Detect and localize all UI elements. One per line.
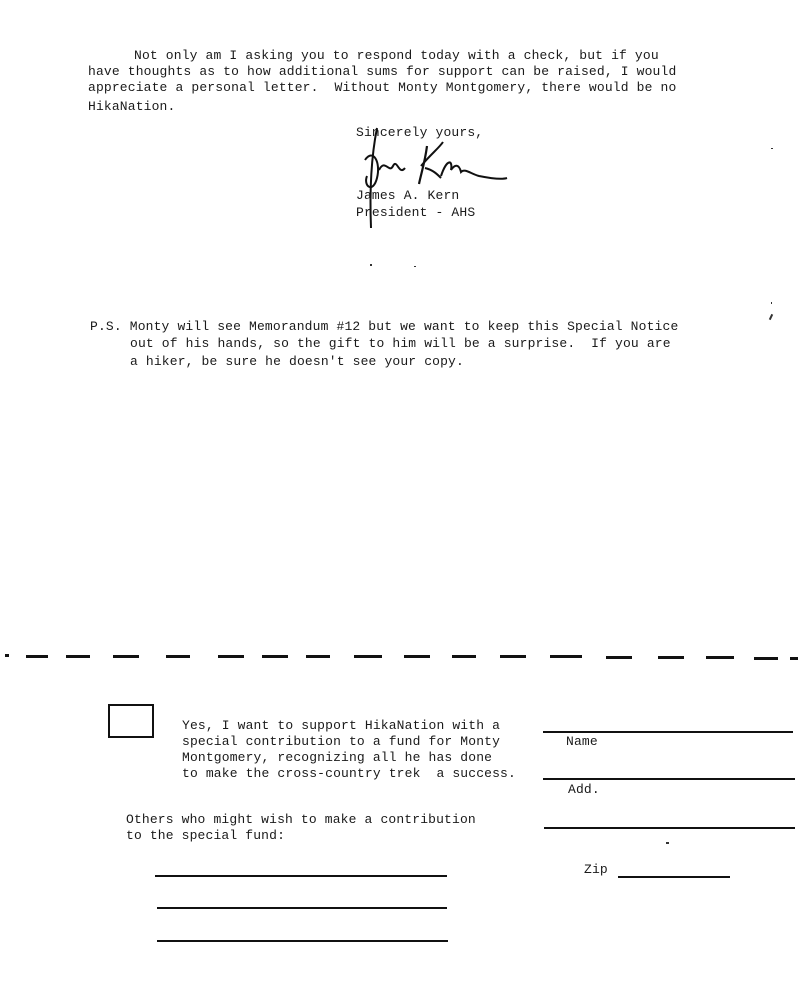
tear-dash bbox=[550, 655, 582, 658]
tear-dash bbox=[218, 655, 244, 658]
paragraph-line: have thoughts as to how additional sums for support can be raised, I would bbox=[88, 64, 677, 79]
pledge-line: Yes, I want to support HikaNation with a bbox=[182, 718, 501, 733]
tear-dash bbox=[658, 656, 684, 659]
speck bbox=[666, 842, 669, 844]
tear-dash bbox=[404, 655, 430, 658]
closing: Sincerely yours, bbox=[356, 125, 484, 140]
zip-field-line[interactable] bbox=[618, 876, 730, 878]
tear-dash bbox=[66, 655, 90, 658]
tear-dash bbox=[500, 655, 526, 658]
ps-line: out of his hands, so the gift to him will be a surprise. If you are bbox=[130, 336, 671, 351]
tear-dash bbox=[606, 656, 632, 659]
tear-dash bbox=[706, 656, 734, 659]
tear-dash bbox=[26, 655, 48, 658]
ps-line: a hiker, be sure he doesn't see your copy. bbox=[130, 354, 464, 369]
others-line: Others who might wish to make a contribution bbox=[126, 812, 476, 827]
address-second-line[interactable] bbox=[544, 827, 795, 829]
address-field-line[interactable] bbox=[543, 778, 795, 780]
others-entry-line[interactable] bbox=[157, 940, 448, 942]
tear-dash bbox=[452, 655, 476, 658]
tear-dash bbox=[262, 655, 288, 658]
speck bbox=[769, 314, 773, 320]
name-label: Name bbox=[566, 734, 598, 749]
tear-dash bbox=[5, 654, 9, 657]
tear-dash bbox=[166, 655, 190, 658]
address-label: Add. bbox=[568, 782, 600, 797]
tear-dash bbox=[754, 657, 778, 660]
signer-name: James A. Kern bbox=[356, 188, 460, 203]
pledge-checkbox[interactable] bbox=[108, 704, 154, 738]
tear-dash bbox=[354, 655, 382, 658]
tear-dash bbox=[790, 657, 798, 660]
tear-dash bbox=[306, 655, 330, 658]
speck bbox=[414, 266, 416, 267]
zip-label: Zip bbox=[584, 862, 608, 877]
speck bbox=[771, 148, 773, 149]
others-entry-line[interactable] bbox=[155, 875, 447, 877]
paragraph-line: appreciate a personal letter. Without Monty Montgomery, there would be no bbox=[88, 80, 677, 95]
pledge-line: to make the cross-country trek a success. bbox=[182, 766, 516, 781]
ps-line: P.S. Monty will see Memorandum #12 but we want to keep this Special Notice bbox=[90, 319, 679, 334]
pledge-line: Montgomery, recognizing all he has done bbox=[182, 750, 493, 765]
name-field-line[interactable] bbox=[543, 731, 793, 733]
signer-title: President - AHS bbox=[356, 205, 476, 220]
paragraph-line: HikaNation. bbox=[88, 99, 176, 114]
others-entry-line[interactable] bbox=[157, 907, 447, 909]
speck bbox=[771, 302, 772, 304]
tear-dash bbox=[113, 655, 139, 658]
speck bbox=[370, 264, 372, 266]
paragraph-line: Not only am I asking you to respond today with a check, but if you bbox=[134, 48, 659, 63]
others-line: to the special fund: bbox=[126, 828, 286, 843]
pledge-line: special contribution to a fund for Monty bbox=[182, 734, 501, 749]
